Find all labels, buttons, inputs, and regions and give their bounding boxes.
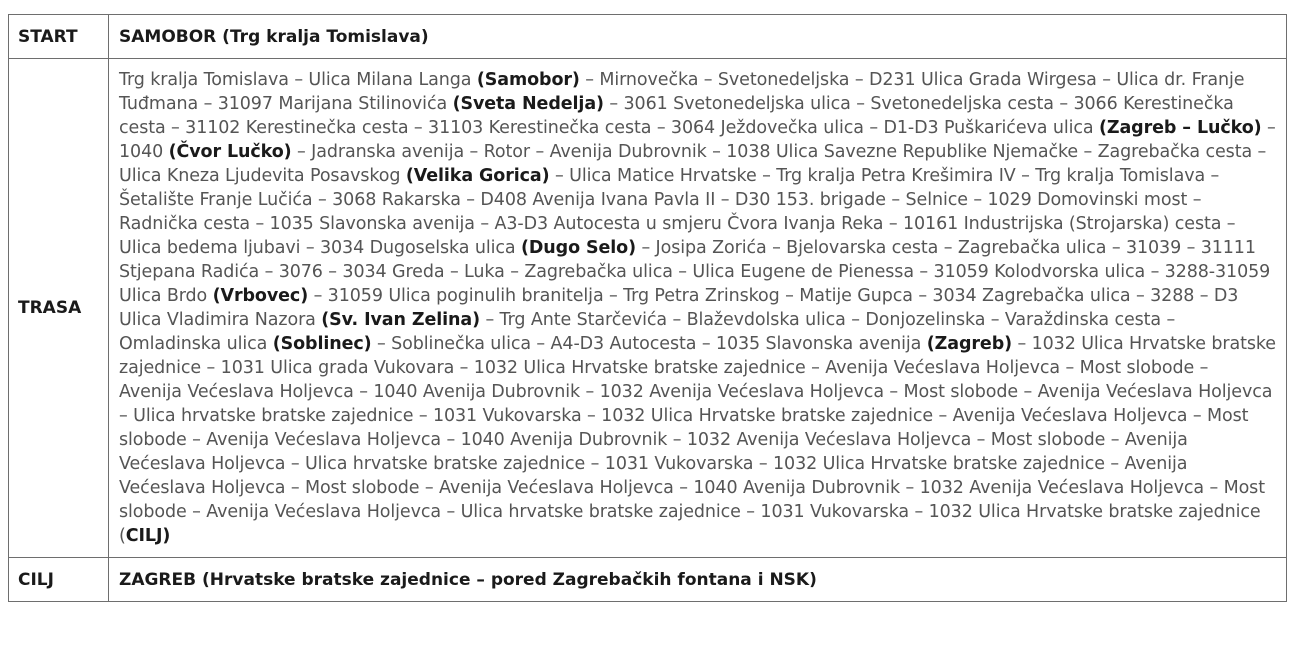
route-place-name: (Vrbovec)	[212, 286, 309, 306]
table-row-cilj	[9, 558, 1287, 602]
route-segment: – Ulica Matice Hrvatske – Trg kralja Petra Krešimira IV – Trg kralja Tomislava – Šetalište Franje Lučića – 3068 Rakarska – D408 Avenija Ivana Pavla II – D30 153. brigade – Selnice – 1029 Domovinski most – Radnička cesta – 1035 Slavonska avenija – A3-D3 Autocesta u smjeru Čvora Ivanja Reka – 10161 Industrijska (Strojarska) cesta – Ulica bedema ljubavi – 3034 Dugoselska ulica	[119, 166, 1236, 258]
route-place-name: (Zagreb)	[926, 334, 1013, 354]
route-place-name: (Čvor Lučko)	[168, 142, 292, 162]
table-row-start	[9, 15, 1287, 59]
route-segment: – Jadranska avenija – Rotor – Avenija Dubrovnik – 1038 Ulica Savezne Republike Njemačke – Zagrebačka cesta – Ulica Kneza Ljudevita Posavskog	[119, 142, 1267, 186]
route-place-name: (Sv. Ivan Zelina)	[321, 310, 480, 330]
route-segment: – 1040	[119, 118, 1276, 162]
route-place-name: (Sveta Nedelja)	[452, 94, 604, 114]
route-place-name: (Zagreb – Lučko)	[1098, 118, 1262, 138]
route-segment: – Trg Ante Starčevića – Blaževdolska ulica – Donjozelinska – Varaždinska cesta – Omladinska ulica	[119, 310, 1176, 354]
start-value: SAMOBOR (Trg kralja Tomislava)	[109, 15, 1287, 59]
cilj-value: ZAGREB (Hrvatske bratske zajednice – pored Zagrebačkih fontana i NSK)	[109, 558, 1287, 602]
cilj-label: CILJ	[9, 558, 109, 602]
route-place-name: (Soblinec)	[272, 334, 372, 354]
route-place-name: CILJ)	[125, 526, 171, 546]
route-segment: – 1032 Ulica Hrvatske bratske zajednice – 1031 Ulica grada Vukovara – 1032 Ulica Hrvatske bratske zajednice – Avenija Većeslava Holjevca – Most slobode – Avenija Većeslava Holjevca – 1040 Avenija Dubrovnik – 1032 Avenija Većeslava Holjevca – Most slobode – Avenija Većeslava Holjevca – Ulica hrvatske bratske zajednice – 1031 Vukovarska – 1032 Ulica Hrvatske bratske zajednice – Avenija Većeslava Holjevca – Most slobode – Avenija Većeslava Holjevca – 1040 Avenija Dubrovnik – 1032 Avenija Većeslava Holjevca – Most slobode – Avenija Većeslava Holjevca – Ulica hrvatske bratske zajednice – 1031 Vukovarska – 1032 Ulica Hrvatske bratske zajednice – Avenija Većeslava Holjevca – Most slobode – Avenija Većeslava Holjevca – 1040 Avenija Dubrovnik – 1032 Avenija Većeslava Holjevca – Most slobode – Avenija Većeslava Holjevca – Ulica hrvatske bratske zajednice – 1031 Vukovarska – 1032 Ulica Hrvatske bratske zajednice (	[119, 334, 1276, 546]
route-segment: – Josipa Zorića – Bjelovarska cesta – Zagrebačka ulica – 31039 – 31111 Stjepana Radića – 3076 – 3034 Greda – Luka – Zagrebačka ulica – Ulica Eugene de Pienessa – 31059 Kolodvorska ulica – 3288-31059 Ulica Brdo	[119, 238, 1271, 306]
route-segment: – 31059 Ulica poginulih branitelja – Trg Petra Zrinskog – Matije Gupca – 3034 Zagrebačka ulica – 3288 – D3 Ulica Vladimira Nazora	[119, 286, 1239, 330]
route-segment: Trg kralja Tomislava – Ulica Milana Langa	[119, 70, 477, 90]
route-table	[8, 14, 1287, 602]
route-segment: – Soblinečka ulica – A4-D3 Autocesta – 1035 Slavonska avenija	[371, 334, 927, 354]
table-row-trasa	[9, 59, 1287, 558]
route-place-name: (Samobor)	[476, 70, 580, 90]
trasa-route-text	[109, 59, 1287, 558]
route-segment: – Mirnovečka – Svetonedeljska – D231 Ulica Grada Wirgesa – Ulica dr. Franje Tuđmana – 31097 Marijana Stilinovića	[119, 70, 1245, 114]
start-label: START	[9, 15, 109, 59]
route-place-name: (Dugo Selo)	[520, 238, 636, 258]
trasa-label: TRASA	[9, 59, 109, 558]
route-place-name: (Velika Gorica)	[405, 166, 550, 186]
route-segment: – 3061 Svetonedeljska ulica – Svetonedeljska cesta – 3066 Kerestinečka cesta – 31102 Kerestinečka cesta – 31103 Kerestinečka cesta – 3064 Ježdovečka ulica – D1-D3 Puškarićeva ulica	[119, 94, 1234, 138]
